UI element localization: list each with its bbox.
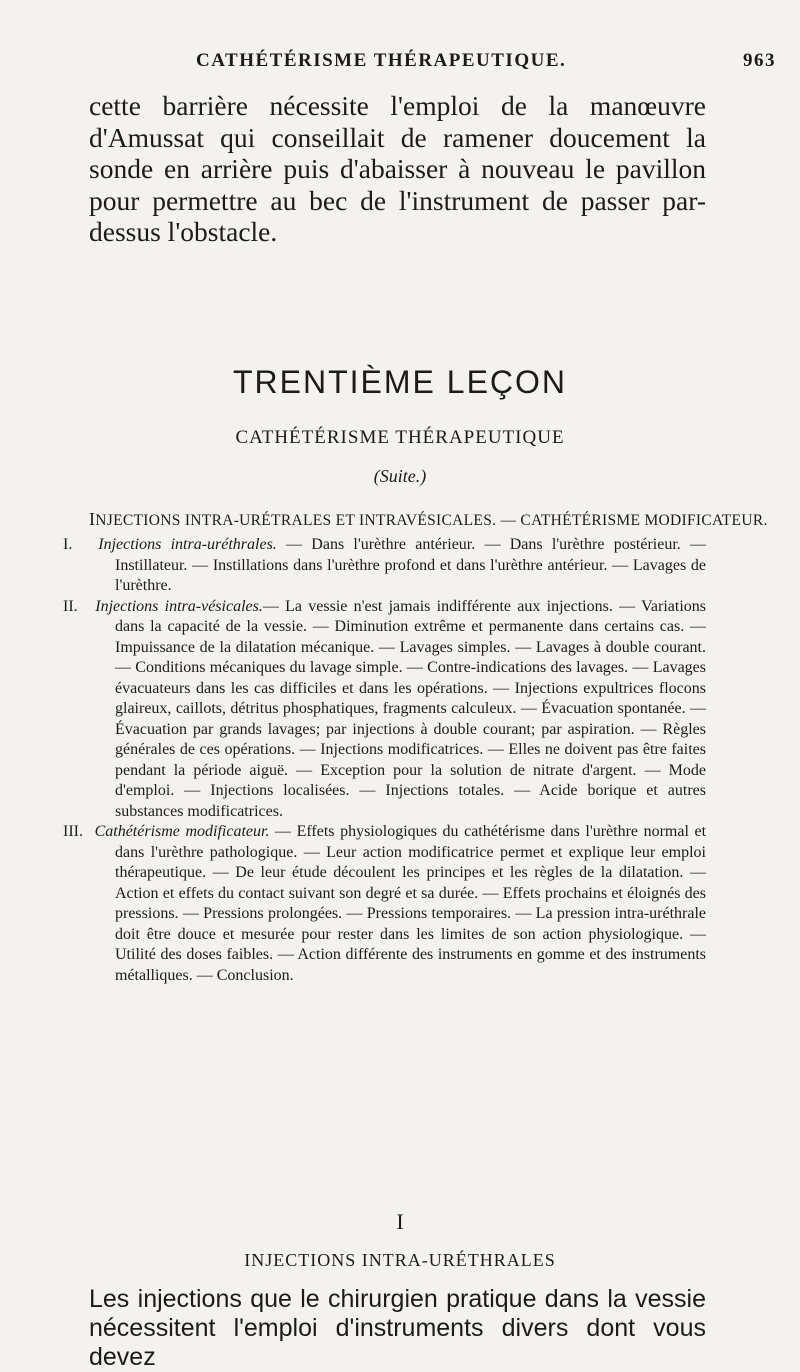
lesson-title: TRENTIÈME LEÇON	[232, 364, 568, 400]
summary-item-2: II. Injections intra-vésicales.— La vessie n'est jamais indifférente aux injections. — Variations dans la capacité de la vessie. — Diminution extrême et permanente dans certains cas. — Impuissance de la dilatation mécanique. — Lavages simples. — Lavages à double courant. — Conditions mécaniques du lavage simple. — Contre-indications des lavages. — Lavages évacuateurs dans les cas difficiles et dans les opérations. — Injections expultrices flocons glaireux, caillots, détritus phosphatiques, fragments calculeux. — Évacuation spontanée. — Évacuation par grands lavages; par injections à double courant; par aspiration. — Règles générales de ces opérations. — Injections modificatrices. — Elles ne doivent pas être faites pendant la période aiguë. — Exception pour la solution de nitrate d'argent. — Mode d'emploi. — Injections localisées. — Injections totales. — Acide borique et autres substances modificatrices.	[63, 597, 706, 820]
section-title: INJECTIONS INTRA-URÉTHRALES	[244, 1250, 556, 1270]
summary-item-text: — Dans l'urèthre antérieur. — Dans l'urèthre postérieur. — Instillateur. — Instillations dans l'urèthre profond et dans l'urèthre antérieur. — Lavages de l'urèthre.	[115, 536, 707, 594]
running-title: CATHÉTÉRISME THÉRAPEUTIQUE.	[196, 50, 567, 71]
intro-paragraph: cette barrière nécessite l'emploi de la manœuvre d'Amussat qui conseillait de ramener doucement la sonde en arrière puis d'abaisser à nouveau le pavillon pour permettre au bec de l'instrument de passer par-dessus l'obstacle.	[89, 90, 706, 247]
summary-item-heading: Injections intra-vésicales.	[95, 597, 263, 615]
summary-heading-initial: I	[89, 509, 96, 529]
section-number: I	[396, 1209, 404, 1234]
summary-heading-rest: NJECTIONS INTRA-URÉTRALES ET INTRAVÉSICALES. — CATHÉTÉRISME MODIFICATEUR.	[95, 512, 768, 529]
closing-paragraph: Les injections que le chirurgien pratique dans la vessie nécessitent l'emploi d'instruments divers dont vous devez	[89, 1285, 706, 1371]
summary-heading	[89, 509, 768, 530]
summary-item-heading: Cathétérisme modificateur.	[94, 823, 270, 840]
lesson-summary	[63, 535, 707, 986]
page-number: 963	[743, 50, 776, 71]
lesson-suite: (Suite.)	[373, 466, 427, 486]
summary-item-text: — La vessie n'est jamais indifférente aux injections. — Variations dans la capacité de la vessie. — Diminution extrême et permanente dans certains cas. — Impuissance de la dilatation mécanique. — Lavages simples. — Lavages à double courant. — Conditions mécaniques du lavage simple. — Contre-indications des lavages. — Lavages évacuateurs dans les cas difficiles et dans les opérations. — Injections expultrices flocons glaireux, caillots, détritus phosphatiques, fragments calculeux. — Évacuation spontanée. — Évacuation par grands lavages; par injections à double courant; par aspiration. — Règles générales de ces opérations. — Injections modificatrices. — Elles ne doivent pas être faites pendant la période aiguë. — Exception pour la solution de nitrate d'argent. — Mode d'emploi. — Injections localisées. — Injections totales. — Acide borique et autres substances modificatrices.	[115, 597, 706, 820]
summary-item-1: I. Injections intra-uréthrales. — Dans l'urèthre antérieur. — Dans l'urèthre postérieur. — Instillateur. — Instillations dans l'urèthre profond et dans l'urèthre antérieur. — Lavages de l'urèthre.	[63, 536, 707, 594]
summary-item-text: — Effets physiologiques du cathétérisme dans l'urèthre normal et dans l'urèthre pathologique. — Leur action modificatrice permet et explique leur emploi thérapeutique. — De leur étude découlent les principes et les règles de la dilatation. — Action et effets du contact suivant son degré et sa durée. — Effets prochains et éloignés des pressions. — Pressions prolongées. — Pressions temporaires. — La pression intra-uréthrale doit être douce et mesurée pour rester dans les limites de son action physiologique. — Utilité des doses faibles. — Action différente des instruments en gomme et des instruments métalliques. — Conclusion.	[115, 823, 707, 984]
lesson-subject: CATHÉTÉRISME THÉRAPEUTIQUE	[235, 427, 565, 448]
summary-item-3: III. Cathétérisme modificateur. — Effets physiologiques du cathétérisme dans l'urèthre normal et dans l'urèthre pathologique. — Leur action modificatrice permet et explique leur emploi thérapeutique. — De leur étude découlent les principes et les règles de la dilatation. — Action et effets du contact suivant son degré et sa durée. — Effets prochains et éloignés des pressions. — Pressions prolongées. — Pressions temporaires. — La pression intra-uréthrale doit être douce et mesurée pour rester dans les limites de son action physiologique. — Utilité des doses faibles. — Action différente des instruments en gomme et des instruments métalliques. — Conclusion.	[63, 823, 707, 984]
summary-item-heading: Injections intra-uréthrales.	[98, 536, 277, 553]
